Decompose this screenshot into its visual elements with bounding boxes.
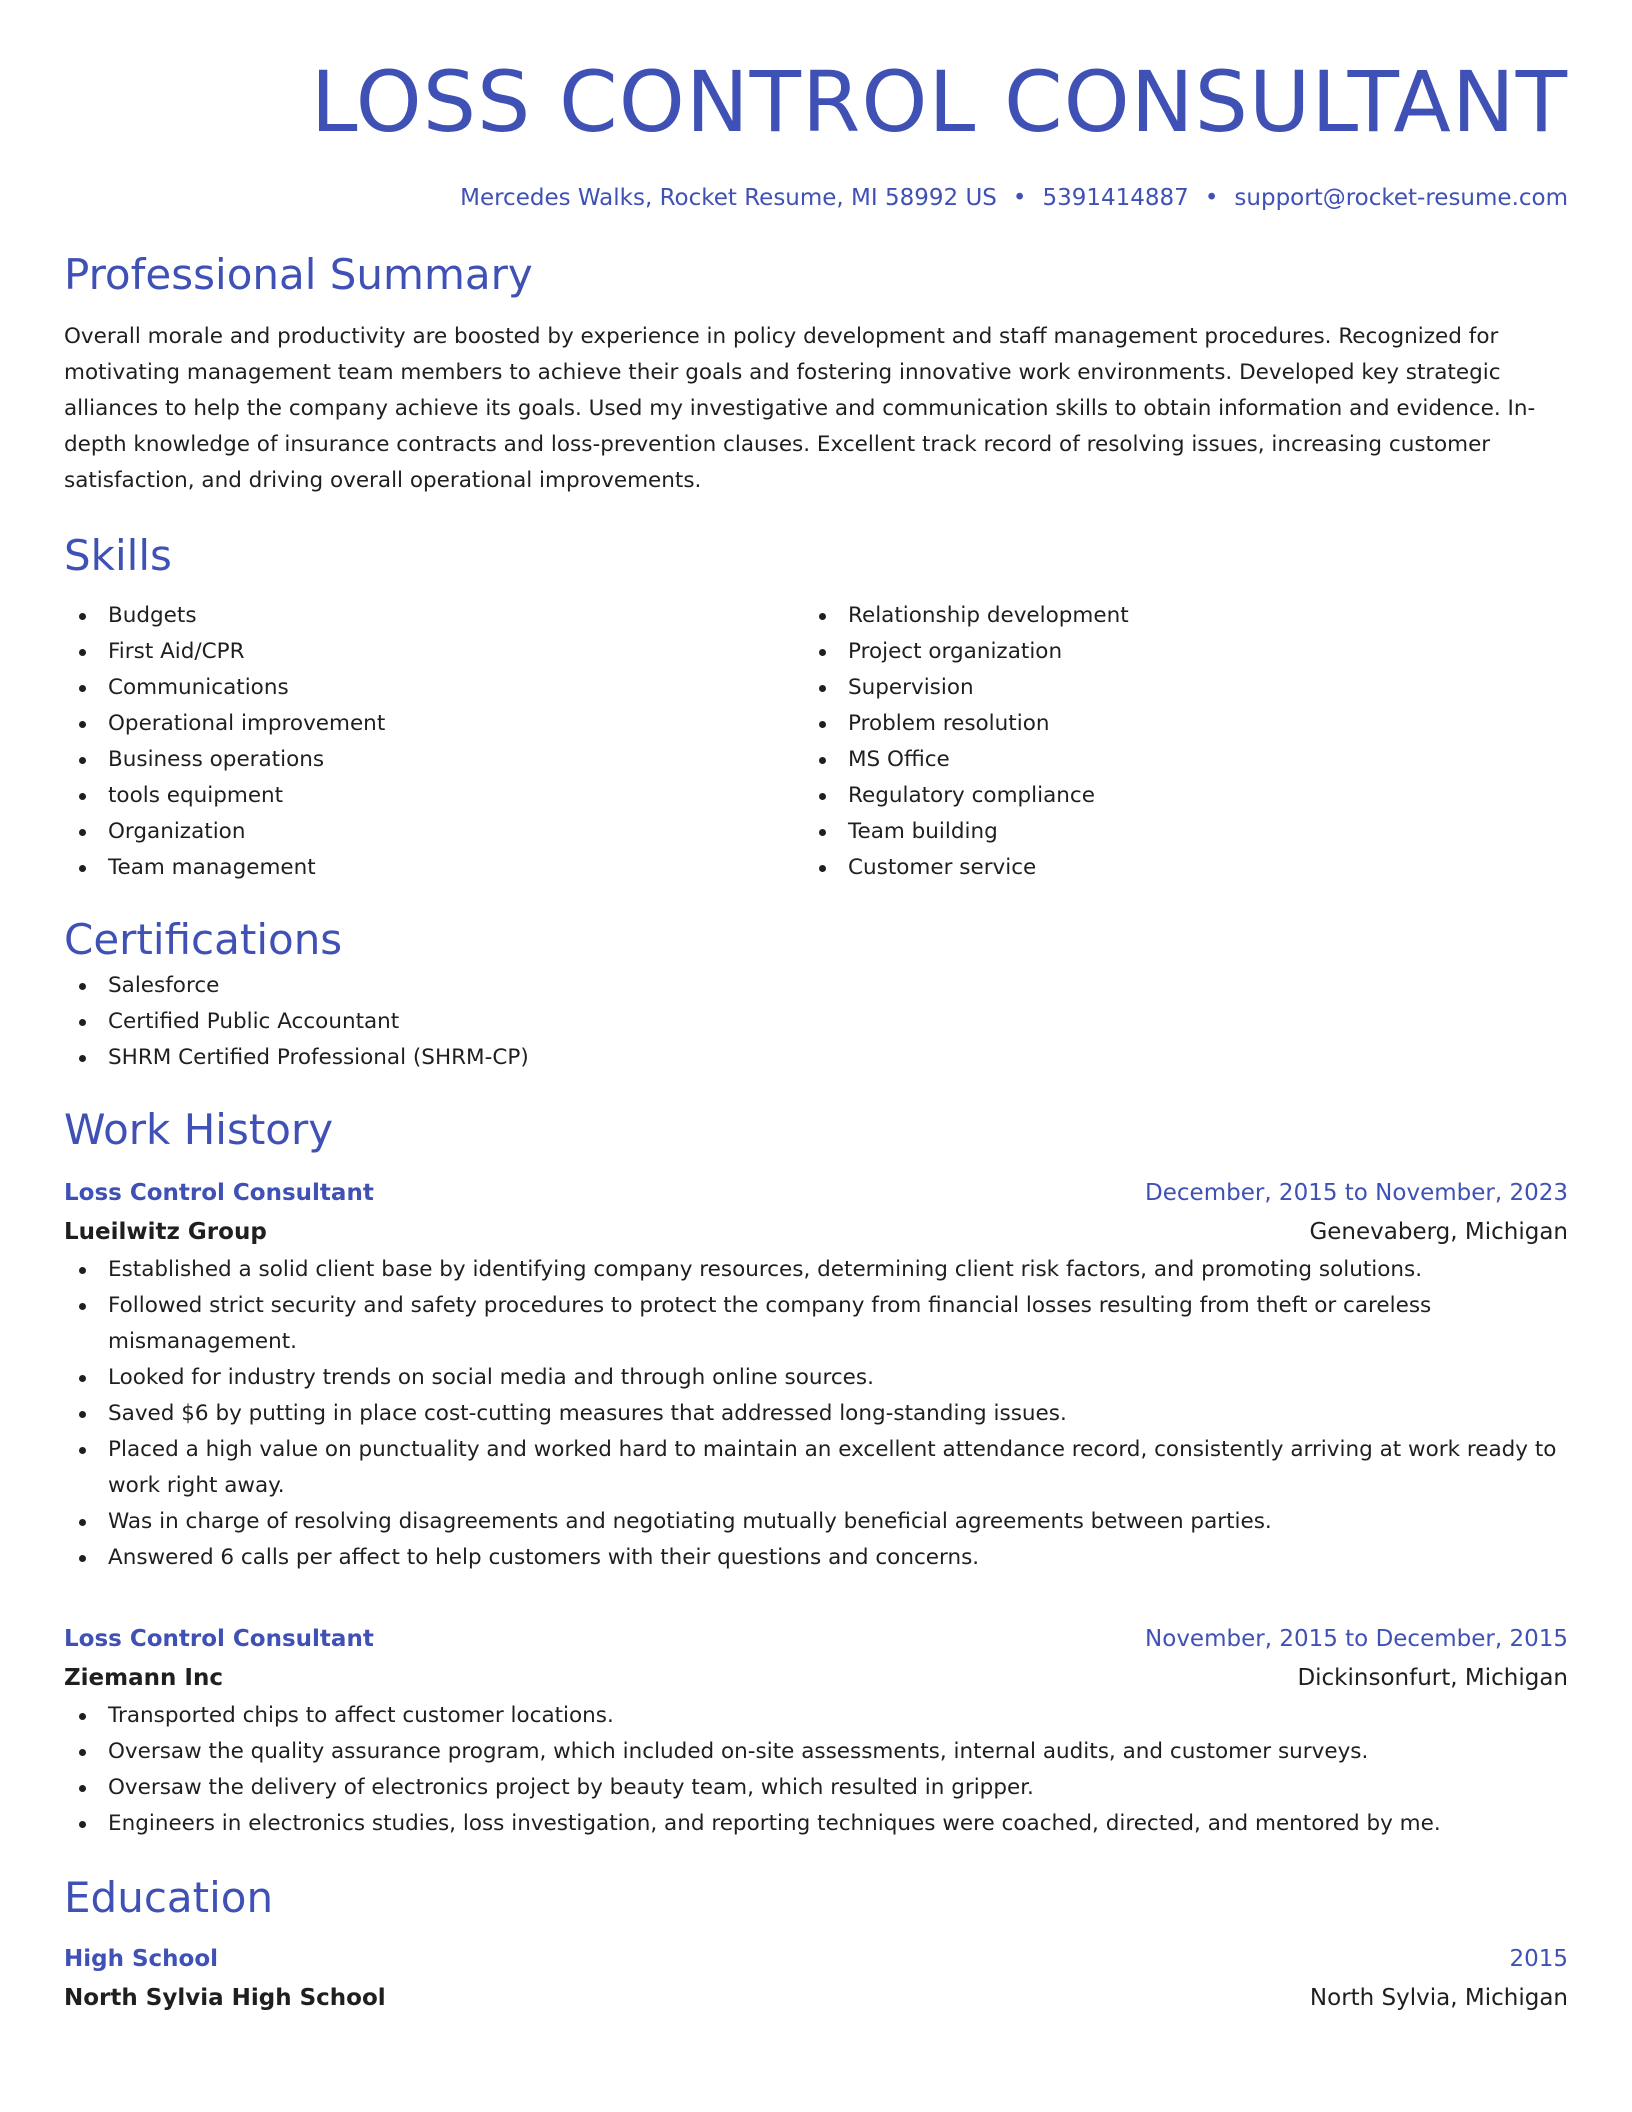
education-school: North Sylvia High School [64, 1985, 386, 2011]
skills-list-right [804, 598, 1544, 886]
job-title-row [64, 1174, 1568, 1212]
skill-item: Operational improvement [64, 706, 804, 742]
education-degree: High School [64, 1946, 219, 1972]
job-dates: December, 2015 to November, 2023 [1145, 1180, 1568, 1206]
job-location: Dickinsonfurt, Michigan [1297, 1665, 1568, 1691]
contact-separator: • [1012, 185, 1027, 211]
skill-item: Communications [64, 670, 804, 706]
skill-item: Project organization [804, 634, 1544, 670]
skill-item: Team building [804, 814, 1544, 850]
skill-item: Regulatory compliance [804, 778, 1544, 814]
skill-item: Organization [64, 814, 804, 850]
job-bullet: Looked for industry trends on social media and through online sources. [64, 1360, 1568, 1396]
job-bullet: Engineers in electronics studies, loss investigation, and reporting techniques were coached, directed, and mentored by me. [64, 1806, 1568, 1842]
certification-item: SHRM Certified Professional (SHRM-CP) [64, 1040, 1568, 1076]
job-bullet: Placed a high value on punctuality and worked hard to maintain an excellent attendance record, consistently arriving at work ready to work right away. [64, 1432, 1568, 1504]
certifications-section [64, 912, 1568, 1076]
skills-column-left [64, 598, 804, 886]
skill-item: Supervision [804, 670, 1544, 706]
education-entry [64, 1940, 1568, 2018]
job-bullet: Answered 6 calls per affect to help customers with their questions and concerns. [64, 1540, 1568, 1576]
job-bullet: Transported chips to affect customer locations. [64, 1698, 1568, 1734]
skill-item: Team management [64, 850, 804, 886]
job-bullet: Was in charge of resolving disagreements and negotiating mutually beneficial agreements between parties. [64, 1504, 1568, 1540]
summary-section [64, 247, 1568, 499]
work-history-heading: Work History [64, 1105, 334, 1154]
job-bullet: Oversaw the quality assurance program, which included on-site assessments, internal audits, and customer surveys. [64, 1734, 1568, 1770]
skills-column-right [804, 598, 1544, 886]
certifications-list [64, 968, 1568, 1076]
job-location: Genevaberg, Michigan [1309, 1219, 1568, 1245]
job-title: Loss Control Consultant [64, 1626, 374, 1652]
certification-item: Salesforce [64, 968, 1568, 1004]
summary-heading: Professional Summary [64, 250, 533, 299]
skill-item: Business operations [64, 742, 804, 778]
contact-line [64, 182, 1568, 214]
job-bullet: Established a solid client base by identifying company resources, determining client risk factors, and promoting solutions. [64, 1252, 1568, 1288]
certification-item: Certified Public Accountant [64, 1004, 1568, 1040]
job-company: Lueilwitz Group [64, 1219, 267, 1245]
skills-heading: Skills [64, 531, 172, 580]
education-heading: Education [64, 1873, 274, 1922]
certifications-heading: Certifications [64, 915, 343, 964]
contact-email: support@rocket-resume.com [1234, 185, 1568, 211]
skills-list-left [64, 598, 804, 886]
job-bullet: Oversaw the delivery of electronics project by beauty team, which resulted in gripper. [64, 1770, 1568, 1806]
job-bullet: Followed strict security and safety procedures to protect the company from financial losses resulting from theft or careless mismanagement. [64, 1288, 1568, 1360]
skill-item: First Aid/CPR [64, 634, 804, 670]
job-bullets [64, 1252, 1568, 1576]
resume-header [64, 0, 1568, 214]
contact-separator: • [1204, 185, 1219, 211]
work-history-section [64, 1102, 1568, 1842]
skill-item: tools equipment [64, 778, 804, 814]
skills-section [64, 528, 1568, 886]
skill-item: Problem resolution [804, 706, 1544, 742]
contact-address: Mercedes Walks, Rocket Resume, MI 58992 US [460, 185, 997, 211]
education-school-row [64, 1978, 1568, 2018]
skill-item: Budgets [64, 598, 804, 634]
education-location: North Sylvia, Michigan [1309, 1985, 1568, 2011]
education-section [64, 1870, 1568, 2018]
job-company: Ziemann Inc [64, 1665, 223, 1691]
job-dates: November, 2015 to December, 2015 [1145, 1626, 1568, 1652]
job-company-row [64, 1658, 1568, 1698]
job-bullets [64, 1698, 1568, 1842]
job-bullet: Saved $6 by putting in place cost-cutting measures that addressed long-standing issues. [64, 1396, 1568, 1432]
job-entry [64, 1174, 1568, 1576]
education-degree-row [64, 1940, 1568, 1978]
skill-item: Customer service [804, 850, 1544, 886]
job-company-row [64, 1212, 1568, 1252]
job-entry [64, 1620, 1568, 1842]
education-year: 2015 [1509, 1946, 1568, 1972]
job-title: Loss Control Consultant [64, 1180, 374, 1206]
skill-item: MS Office [804, 742, 1544, 778]
skill-item: Relationship development [804, 598, 1544, 634]
skills-grid [64, 598, 1568, 886]
job-title-row [64, 1620, 1568, 1658]
resume-title: LOSS CONTROL CONSULTANT [310, 53, 1568, 151]
summary-text: Overall morale and productivity are boosted by experience in policy development and staff management procedures. Recognized for motivating management team members to achieve their goals and fostering innovative work environments. Developed key strategic alliances to help the company achieve its goals. Used my investigative and communication skills to obtain information and evidence. In-depth knowledge of insurance contracts and loss-prevention clauses. Excellent track record of resolving issues, increasing customer satisfaction, and driving overall operational improvements. [64, 324, 1536, 493]
contact-phone: 5391414887 [1042, 185, 1189, 211]
